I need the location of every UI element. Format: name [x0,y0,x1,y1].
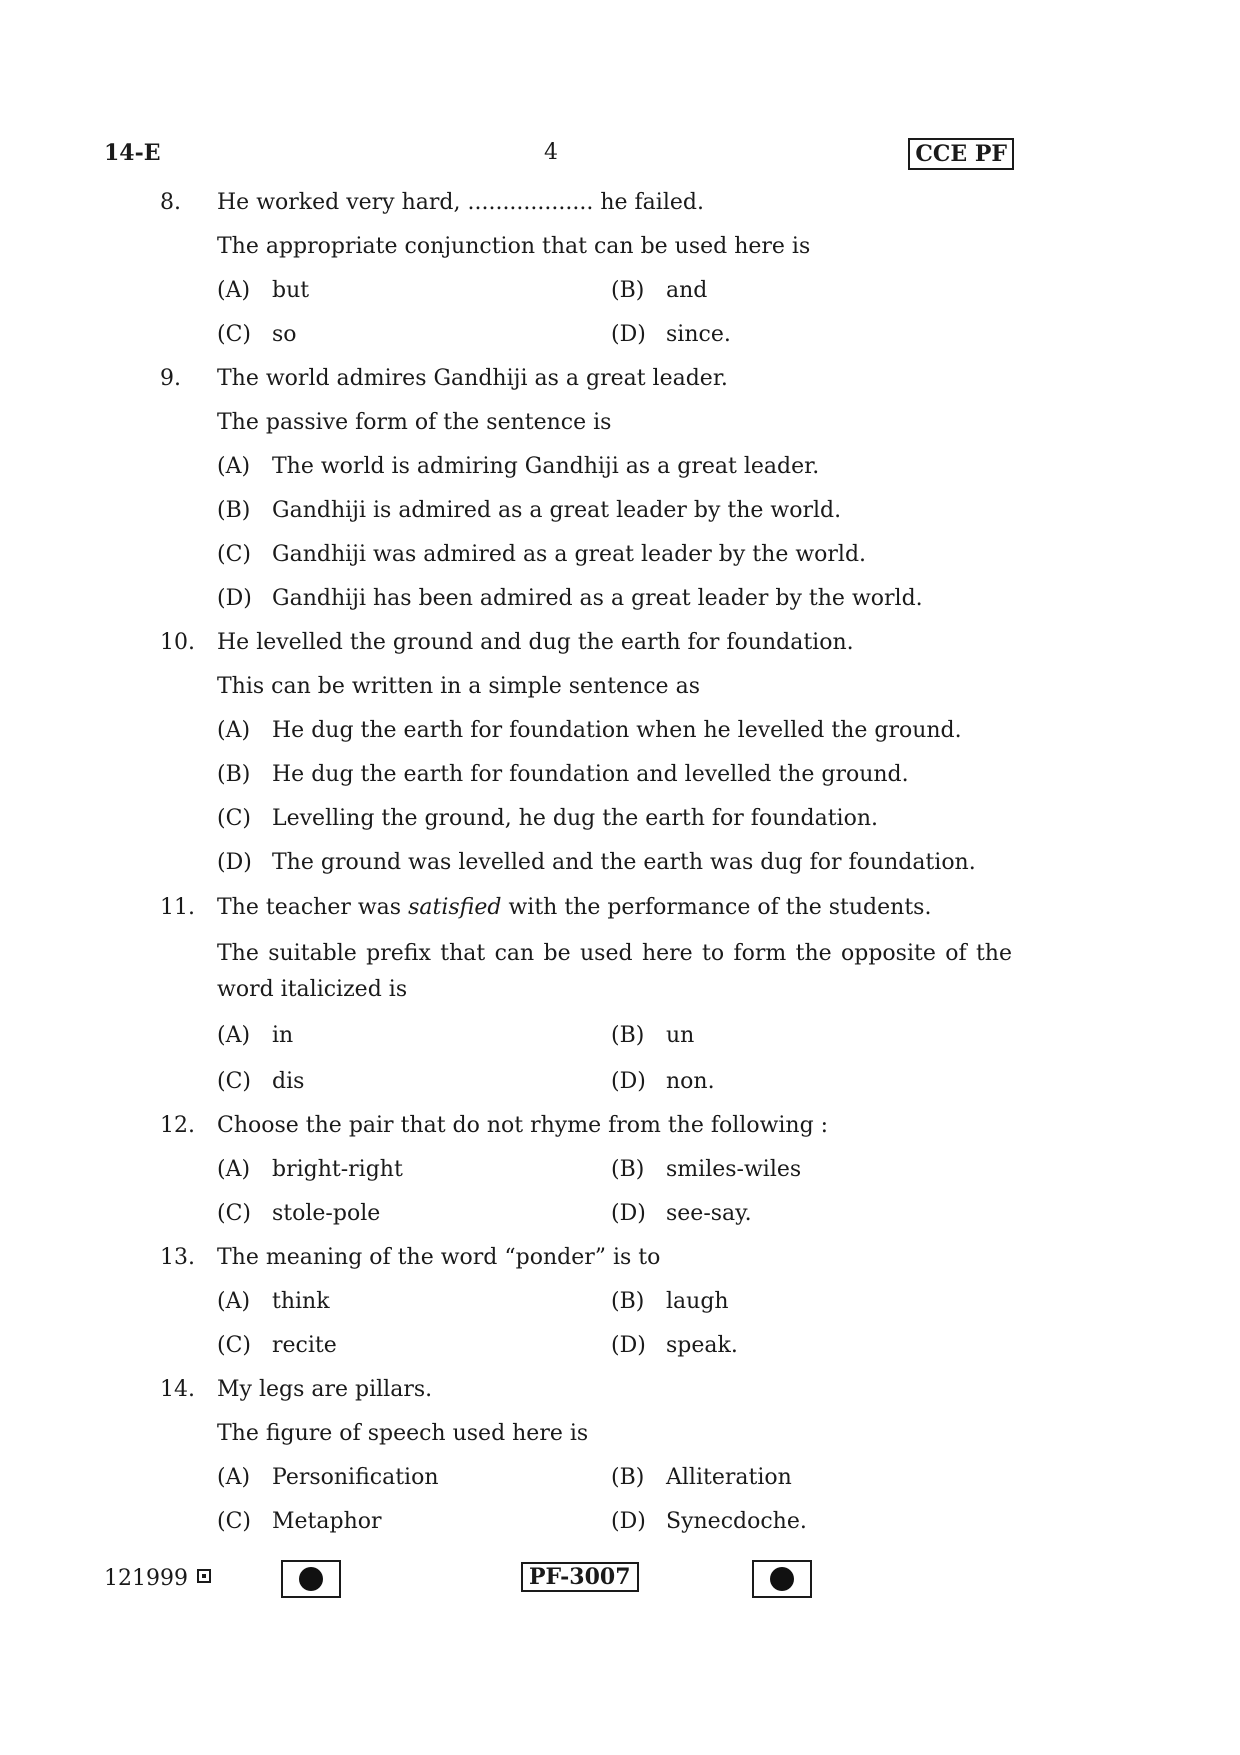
question-text: My legs are pillars. [217,1377,433,1402]
question-text [217,893,931,923]
registration-mark-left [281,1560,341,1598]
option-label: (B) [611,1465,645,1490]
question-instruction: The appropriate conjunction that can be used here is [217,234,811,259]
option-label: (D) [217,850,252,875]
option-label: (C) [217,322,251,347]
option-label: (B) [611,1289,645,1314]
option-label: (C) [217,1509,251,1534]
question-text: The world admires Gandhiji as a great leader. [217,366,728,391]
question-number: 10. [160,630,195,655]
option-text: think [272,1289,330,1314]
option-text: laugh [666,1289,729,1314]
question-text-post: with the performance of the students. [501,895,932,920]
option-text: un [666,1023,695,1048]
page-header [104,140,1014,176]
question-number: 8. [160,190,181,215]
option-text: bright-right [272,1157,403,1182]
option-text: The world is admiring Gandhiji as a great leader. [272,454,820,479]
option-label: (C) [217,1201,251,1226]
option-label: (A) [217,1289,251,1314]
option-label: (C) [217,1333,251,1358]
option-label: (C) [217,542,251,567]
question-number: 12. [160,1113,195,1138]
option-text: so [272,322,297,347]
filled-circle-icon [299,1567,323,1591]
option-text: The ground was levelled and the earth was dug for foundation. [272,850,976,875]
page-footer [0,1560,1240,1604]
question-instruction: The suitable prefix that can be used here to form the opposite of the word italicized is [217,941,1012,1002]
question-text: He worked very hard, .................. he failed. [217,190,704,215]
question-number: 14. [160,1377,195,1402]
registration-mark-right [752,1560,812,1598]
option-text: Gandhiji is admired as a great leader by the world. [272,498,842,523]
option-label: (C) [217,806,251,831]
paper-code: 14-E [104,140,161,166]
italic-word: satisfied [408,895,502,920]
option-label: (B) [611,278,645,303]
question-number: 11. [160,895,195,920]
small-square-mark-icon [197,1569,211,1583]
option-label: (A) [217,1023,251,1048]
option-label: (A) [217,278,251,303]
question-text-pre: The teacher was [217,895,409,920]
option-label: (D) [611,1069,646,1094]
option-text: He dug the earth for foundation when he levelled the ground. [272,718,962,743]
option-label: (B) [611,1157,645,1182]
option-label: (A) [217,1465,251,1490]
question-text: Choose the pair that do not rhyme from the following : [217,1113,829,1138]
option-text: smiles-wiles [666,1157,802,1182]
option-label: (D) [611,1333,646,1358]
page-number: 4 [544,140,558,165]
question-text: The meaning of the word “ponder” is to [217,1245,661,1270]
question-instruction: This can be written in a simple sentence as [217,674,700,699]
option-label: (B) [611,1023,645,1048]
question-instruction: The passive form of the sentence is [217,410,612,435]
option-text: recite [272,1333,337,1358]
option-text: Personification [272,1465,439,1490]
option-label: (A) [217,454,251,479]
option-label: (D) [611,1201,646,1226]
option-label: (C) [217,1069,251,1094]
option-text: Alliteration [666,1465,792,1490]
question-number: 9. [160,366,181,391]
question-number: 13. [160,1245,195,1270]
option-label: (D) [611,322,646,347]
option-text: Gandhiji has been admired as a great leader by the world. [272,586,923,611]
option-text: and [666,278,708,303]
paper-code-box: PF-3007 [521,1562,639,1592]
option-text: see-say. [666,1201,752,1226]
question-instruction: The figure of speech used here is [217,1421,589,1446]
series-badge: CCE PF [908,138,1014,170]
option-text: speak. [666,1333,738,1358]
option-text: non. [666,1069,715,1094]
option-label: (B) [217,498,251,523]
option-label: (D) [611,1509,646,1534]
option-text: in [272,1023,294,1048]
option-text: since. [666,322,731,347]
option-text: He dug the earth for foundation and levelled the ground. [272,762,909,787]
option-label: (A) [217,718,251,743]
option-label: (A) [217,1157,251,1182]
option-text: Synecdoche. [666,1509,807,1534]
option-text: Gandhiji was admired as a great leader by the world. [272,542,867,567]
option-text: Metaphor [272,1509,382,1534]
filled-circle-icon [770,1567,794,1591]
option-label: (B) [217,762,251,787]
option-text: dis [272,1069,305,1094]
question-text: He levelled the ground and dug the earth for foundation. [217,630,854,655]
option-text: stole-pole [272,1201,381,1226]
option-text: but [272,278,310,303]
option-text: Levelling the ground, he dug the earth for foundation. [272,806,878,831]
option-label: (D) [217,586,252,611]
booklet-number: 121999 [104,1566,188,1591]
